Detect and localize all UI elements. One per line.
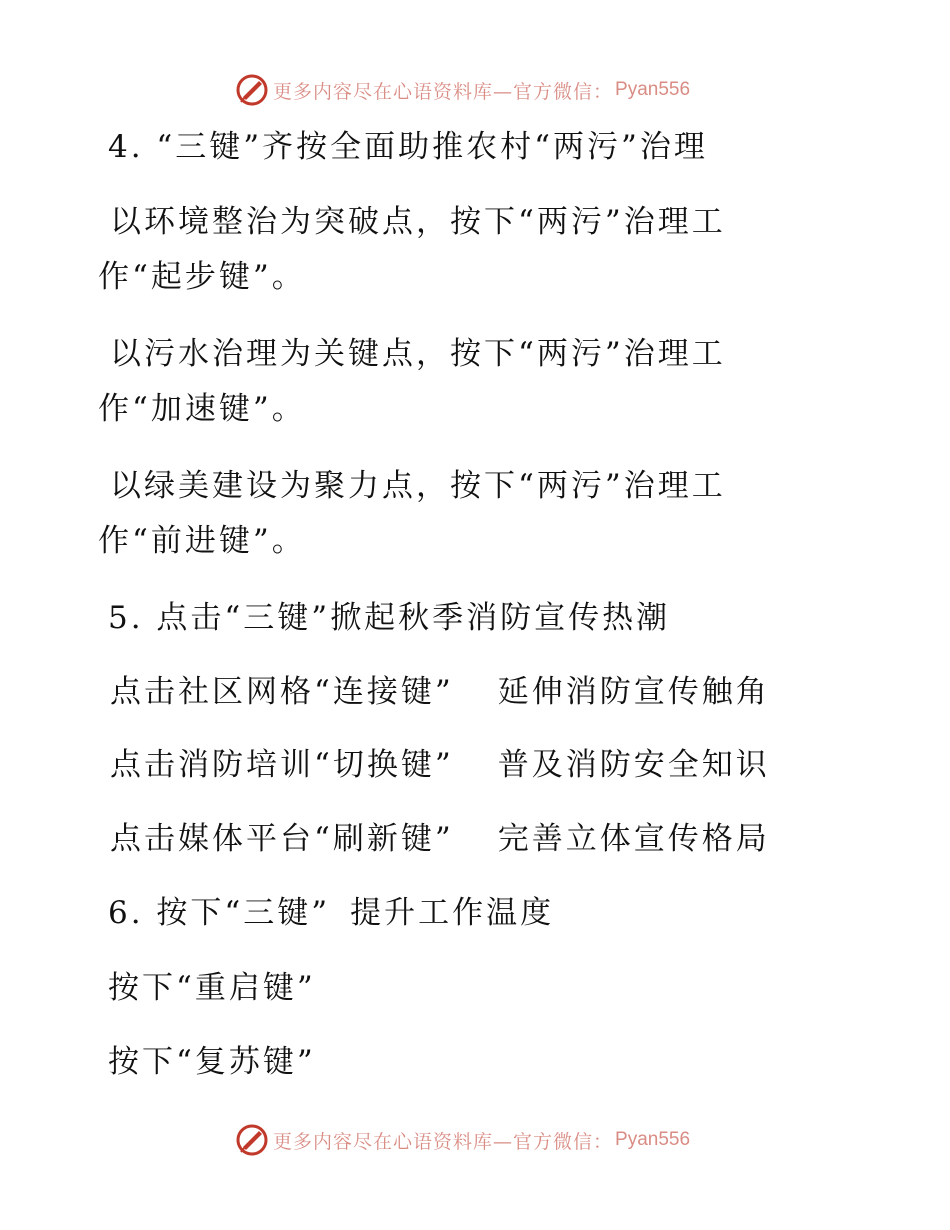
section-5-item-2-right: 普及消防安全知识 xyxy=(497,747,770,783)
section-6-item-2: 按下“复苏键” xyxy=(108,1044,316,1080)
quill-logo-icon xyxy=(235,1123,269,1157)
section-4-item-1-line-1: 以环境整治为突破点，按下“两污”治理工 xyxy=(110,204,726,240)
section-4-item-2-line-2: 作“加速键”。 xyxy=(98,391,306,427)
section-6-item-1: 按下“重启键” xyxy=(108,970,316,1006)
watermark-wechat-id: Pyan556 xyxy=(615,1129,691,1150)
section-6-heading-right: 提升工作温度 xyxy=(350,895,555,931)
section-4-item-2-line-1: 以污水治理为关键点，按下“两污”治理工 xyxy=(110,336,726,372)
section-5-item-3-left: 点击媒体平台“刷新键” xyxy=(110,821,454,857)
section-6-heading-left: 6. 按下“三键” xyxy=(108,895,331,931)
section-4-item-1-line-2: 作“起步键”。 xyxy=(98,259,306,295)
watermark-text: 更多内容尽在心语资料库—官方微信： xyxy=(273,1130,614,1153)
watermark-footer xyxy=(235,1120,690,1160)
section-5-item-1-left: 点击社区网格“连接键” xyxy=(110,674,454,710)
section-5-item-1 xyxy=(110,672,770,712)
section-5-item-3 xyxy=(110,819,770,859)
section-4-item-3-line-1: 以绿美建设为聚力点，按下“两污”治理工 xyxy=(110,468,726,504)
watermark-wechat-id: Pyan556 xyxy=(615,79,691,100)
section-5-item-2 xyxy=(110,745,770,785)
section-5-item-3-right: 完善立体宣传格局 xyxy=(497,821,770,857)
section-4-item-3-line-2: 作“前进键”。 xyxy=(98,523,306,559)
section-4-heading: 4. “三键”齐按全面助推农村“两污”治理 xyxy=(108,129,708,165)
section-5-heading: 5. 点击“三键”掀起秋季消防宣传热潮 xyxy=(108,600,671,636)
quill-logo-icon xyxy=(235,73,269,107)
section-6-heading xyxy=(108,893,554,933)
watermark-text: 更多内容尽在心语资料库—官方微信： xyxy=(273,80,614,103)
section-5-item-2-left: 点击消防培训“切换键” xyxy=(110,747,454,783)
watermark-header xyxy=(235,70,690,110)
section-5-item-1-right: 延伸消防宣传触角 xyxy=(497,674,770,710)
